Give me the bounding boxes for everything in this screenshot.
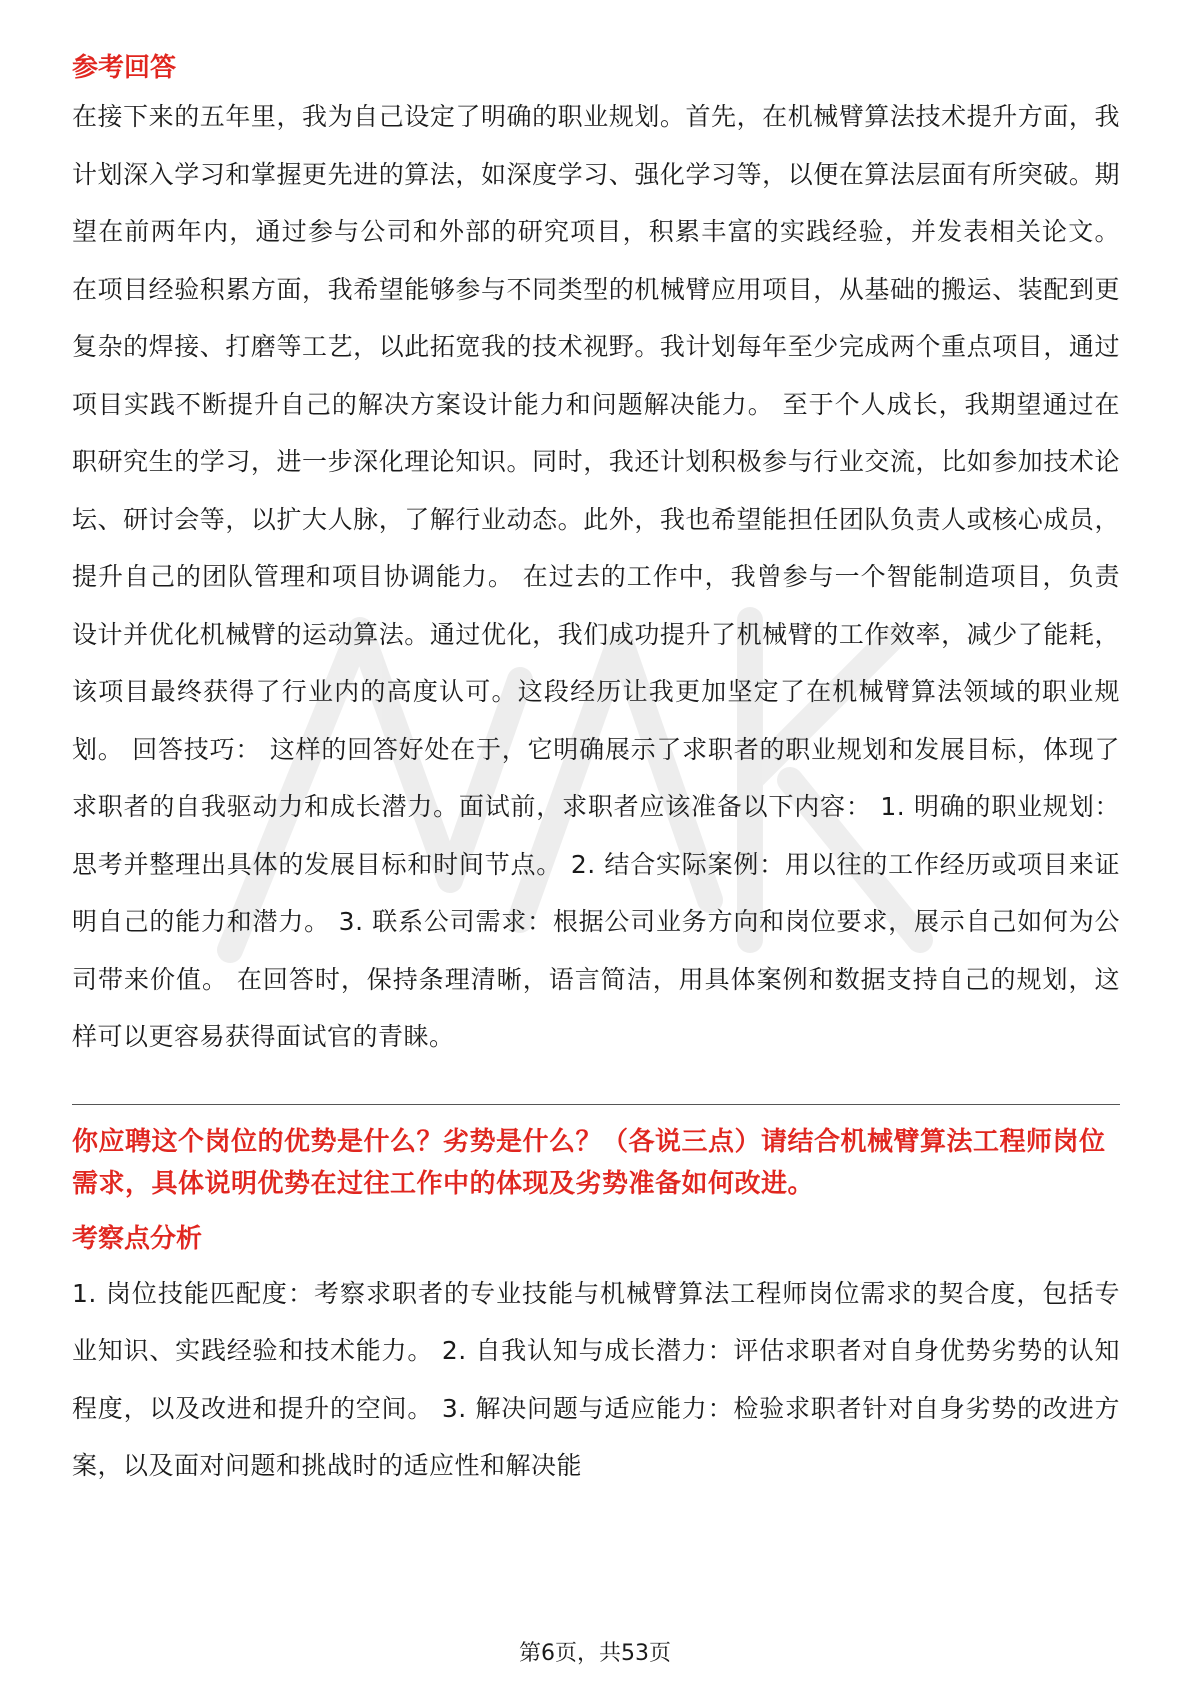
- document-page: [72, 48, 1120, 1495]
- interview-question: 你应聘这个岗位的优势是什么？劣势是什么？（各说三点）请结合机械臂算法工程师岗位需求，具体说明优势在过往工作中的体现及劣势准备如何改进。: [72, 1126, 1106, 1199]
- section-label-reference-answer: 参考回答: [72, 53, 177, 83]
- page-number-footer: 第6页，共53页: [519, 1641, 671, 1666]
- analysis-text: 1. 岗位技能匹配度：考察求职者的专业技能与机械臂算法工程师岗位需求的契合度，包括专业知识、实践经验和技术能力。 2. 自我认知与成长潜力：评估求职者对自身优势劣势的认知程度，以及改进和提升的空间。 3. 解决问题与适应能力：检验求职者针对自身劣势的改进方案，以及面对问题和挑战时的适应性和解决能: [72, 1278, 1120, 1480]
- section-label-analysis: 考察点分析: [72, 1223, 203, 1254]
- section-divider: [72, 1104, 1120, 1105]
- reference-answer-text: 在接下来的五年里，我为自己设定了明确的职业规划。首先，在机械臂算法技术提升方面，我计划深入学习和掌握更先进的算法，如深度学习、强化学习等，以便在算法层面有所突破。期望在前两年内，通过参与公司和外部的研究项目，积累丰富的实践经验，并发表相关论文。 在项目经验积累方面，我希望能够参与不同类型的机械臂应用项目，从基础的搬运、装配到更复杂的焊接、打磨等工艺，以此拓宽我的技术视野。我计划每年至少完成两个重点项目，通过项目实践不断提升自己的解决方案设计能力和问题解决能力。 至于个人成长，我期望通过在职研究生的学习，进一步深化理论知识。同时，我还计划积极参与行业交流，比如参加技术论坛、研讨会等，以扩大人脉，了解行业动态。此外，我也希望能担任团队负责人或核心成员，提升自己的团队管理和项目协调能力。 在过去的工作中，我曾参与一个智能制造项目，负责设计并优化机械臂的运动算法。通过优化，我们成功提升了机械臂的工作效率，减少了能耗，该项目最终获得了行业内的高度认可。这段经历让我更加坚定了在机械臂算法领域的职业规划。 回答技巧： 这样的回答好处在于，它明确展示了求职者的职业规划和发展目标，体现了求职者的自我驱动力和成长潜力。面试前，求职者应该准备以下内容： 1. 明确的职业规划：思考并整理出具体的发展目标和时间节点。 2. 结合实际案例：用以往的工作经历或项目来证明自己的能力和潜力。 3. 联系公司需求：根据公司业务方向和岗位要求，展示自己如何为公司带来价值。 在回答时，保持条理清晰，语言简洁，用具体案例和数据支持自己的规划，这样可以更容易获得面试官的青睐。: [72, 102, 1120, 1051]
